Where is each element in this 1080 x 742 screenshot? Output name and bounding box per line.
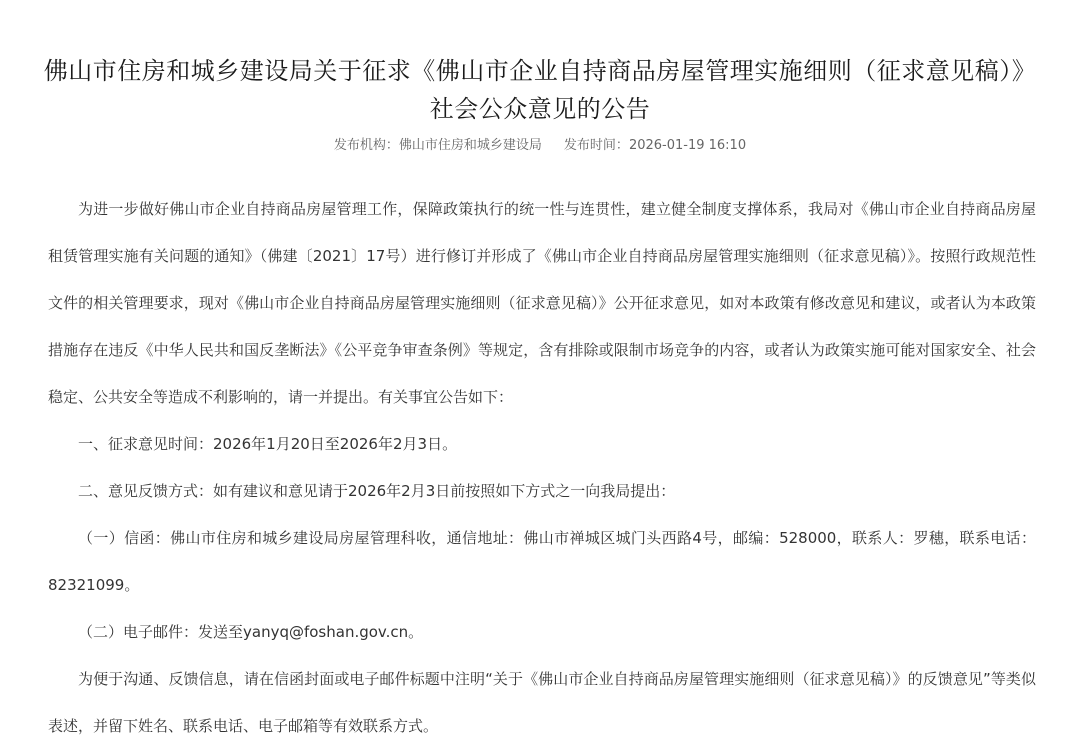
publisher-label: 发布机构： [333, 138, 399, 153]
page-title: 佛山市住房和城乡建设局关于征求《佛山市企业自持商品房屋管理实施细则（征求意见稿）》社会公众意见的公告 [43, 57, 1037, 123]
publish-meta [0, 136, 1080, 156]
publish-time-label: 发布时间： [563, 138, 629, 153]
feedback-note-paragraph: 为便于沟通、反馈信息，请在信函封面或电子邮件标题中注明“关于《佛山市企业自持商品房屋管理实施细则（征求意见稿）》的反馈意见”等类似表述，并留下姓名、联系电话、电子邮箱等有效联系方式。 [48, 670, 1036, 735]
intro-paragraph: 为进一步做好佛山市企业自持商品房屋管理工作，保障政策执行的统一性与连贯性，建立健全制度支撑体系，我局对《佛山市企业自持商品房屋租赁管理实施有关问题的通知》（佛建〔2021〕17号）进行修订并形成了《佛山市企业自持商品房屋管理实施细则（征求意见稿）》。按照行政规范性文件的相关管理要求，现对《佛山市企业自持商品房屋管理实施细则（征求意见稿）》公开征求意见，如对本政策有修改意见和建议，或者认为本政策措施存在违反《中华人民共和国反垄断法》《公平竞争审查条例》等规定，含有排除或限制市场竞争的内容，或者认为政策实施可能对国家安全、社会稳定、公共安全等造成不利影响的，请一并提出。有关事宜公告如下： [48, 200, 1036, 406]
publish-time: 2026-01-19 16:10 [628, 138, 747, 153]
article-body [48, 186, 1036, 742]
email-contact-paragraph: （二）电子邮件：发送至yanyq@foshan.gov.cn。 [78, 623, 424, 641]
consultation-period-paragraph: 一、征求意见时间：2026年1月20日至2026年2月3日。 [78, 435, 458, 453]
feedback-method-paragraph: 二、意见反馈方式：如有建议和意见请于2026年2月3日前按照如下方式之一向我局提出： [78, 482, 676, 500]
letter-contact-paragraph: （一）信函：佛山市住房和城乡建设局房屋管理科收，通信地址：佛山市禅城区城门头西路4号，邮编：528000，联系人：罗穗，联系电话：82321099。 [48, 529, 1036, 594]
publisher-name: 佛山市住房和城乡建设局 [398, 138, 542, 153]
